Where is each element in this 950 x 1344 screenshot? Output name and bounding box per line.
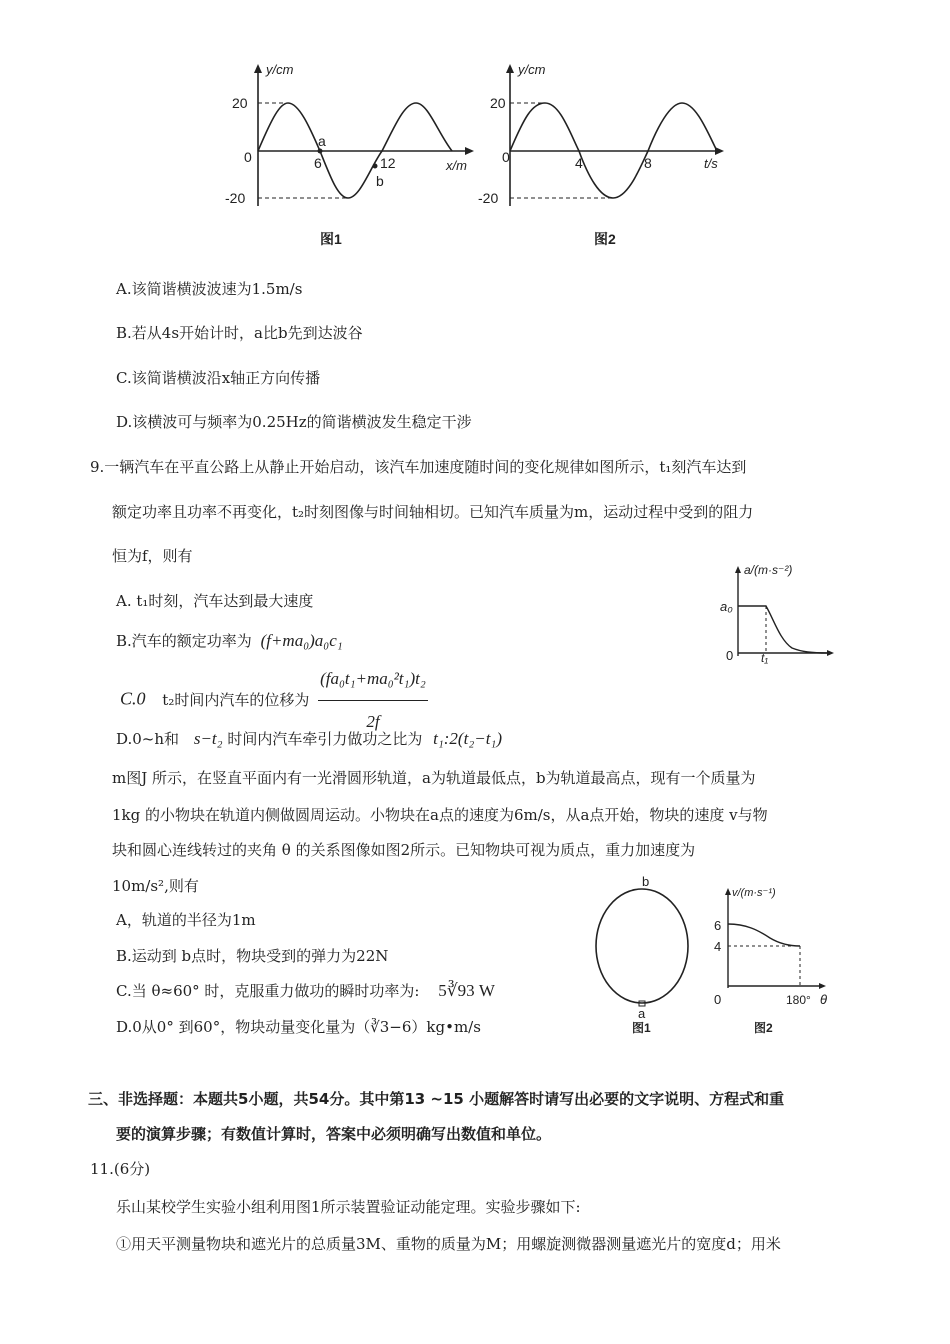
q9-graph-origin: 0: [726, 648, 734, 663]
fig1-point-a: a: [318, 133, 326, 149]
figure2-wave-time: [478, 62, 724, 247]
q9-option-d: [116, 729, 502, 749]
q10-fig2-theta: θ: [820, 992, 828, 1007]
q10-figure1-track: [590, 876, 700, 1036]
fig1-tick-0: 0: [244, 149, 252, 165]
section3-heading-line2: 要的演算步骤；有数值计算时，答案中必须明确写出数值和单位。: [116, 1125, 552, 1143]
q10-stem-line4: 10m/s²,则有: [112, 877, 199, 895]
q9-option-c-prefix: C.0: [120, 688, 146, 709]
q10-fig2-ylabel: v/(m·s⁻¹): [732, 887, 776, 899]
q10-fig1-b: b: [642, 876, 650, 889]
q10-option-b: B.运动到 b点时，物块受到的弹力为22N: [116, 947, 389, 965]
q8-option-a: A.该简谐横波波速为1.5m/s: [116, 280, 303, 298]
q9-stem-line3: 恒为f，则有: [112, 547, 193, 565]
q10-fig2-tick-4: 4: [714, 939, 722, 954]
q10-figure2-graph: [706, 880, 846, 1040]
fig1-tick-12: 12: [380, 155, 396, 171]
fig2-tick-4: 4: [575, 155, 583, 171]
q10-fig1-caption: 图1: [632, 1021, 651, 1035]
fig1-ylabel: y/cm: [266, 62, 294, 77]
q9-option-c-numerator: (fa₀t₁+ma₀²t₁)t₂: [318, 658, 428, 701]
fig2-tick-0: 0: [502, 149, 510, 165]
q8-option-d: D.该横波可与频率为0.25Hz的简谐横波发生稳定干涉: [116, 413, 472, 431]
fig2-tick-8: 8: [644, 155, 652, 171]
q11-line1: 乐山某校学生实验小组利用图1所示装置验证动能定理。实验步骤如下:: [116, 1198, 581, 1216]
q9-option-b-formula: (f+ma₀)a₀c₁: [260, 631, 343, 650]
q9-option-d-prefix: D.0~h和: [116, 730, 180, 748]
q9-stem-line1: 9.一辆汽车在平直公路上从静止开始启动，该汽车加速度随时间的变化规律如图所示，t₁刻汽车达到: [90, 458, 747, 476]
q10-fig2-origin: 0: [714, 992, 722, 1007]
q10-fig2-tick-180: 180°: [786, 993, 811, 1007]
q9-option-c-text: t₂时间内汽车的位移为: [162, 690, 310, 709]
fig1-tick-6: 6: [314, 155, 322, 171]
q10-fig1-a: a: [638, 1006, 646, 1021]
fig2-xlabel: t/s: [704, 156, 718, 171]
q10-stem-line3: 块和圆心连线转过的夹角 θ 的关系图像如图2所示。已知物块可视为质点，重力加速度为: [112, 841, 696, 859]
figure1-wave-position: [225, 62, 474, 247]
q9-option-d-mid: 时间内汽车牵引力做功之比为: [227, 730, 423, 748]
q10-option-d: D.0从0° 到60°，物块动量变化量为（∛3−6）kg•m/s: [116, 1018, 481, 1036]
q9-option-d-math2: t₁:2(t₂−t₁): [433, 729, 502, 748]
q10-stem-line1: m图J 所示，在竖直平面内有一光滑圆形轨道，a为轨道最低点，b为轨道最高点，现有一个质量为: [112, 769, 756, 787]
q11-line2: ①用天平测量物块和遮光片的总质量3M、重物的质量为M；用螺旋测微器测量遮光片的宽度d；用米: [116, 1235, 781, 1253]
q9-option-b: [116, 631, 343, 651]
q9-acceleration-graph: [718, 560, 838, 665]
q9-option-c-denominator: 2f: [366, 712, 380, 731]
q8-option-c: C.该简谐横波沿x轴正方向传播: [116, 369, 321, 387]
q9-stem-line2: 额定功率且功率不再变化，t₂时刻图像与时间轴相切。已知汽车质量为m，运动过程中受到的阻力: [112, 503, 754, 521]
q9-graph-t1: t₁: [761, 651, 769, 665]
q9-option-a: A. t₁时刻，汽车达到最大速度: [116, 592, 314, 610]
fig2-tick-20: 20: [490, 95, 506, 111]
q10-option-a: A，轨道的半径为1m: [116, 911, 256, 929]
q8-option-b: B.若从4s开始计时，a比b先到达波谷: [116, 324, 363, 342]
q10-option-c: [116, 981, 495, 1001]
q9-option-d-math1: s−t₂: [193, 729, 223, 748]
q10-fig2-tick-6: 6: [714, 918, 722, 933]
fig1-xlabel: x/m: [446, 158, 467, 173]
q10-fig2-caption: 图2: [754, 1021, 773, 1035]
q9-graph-a0: a₀: [720, 599, 733, 614]
fig1-point-b: b: [376, 173, 384, 189]
fig2-caption: 图2: [594, 231, 616, 247]
section3-heading-line1: 三、非选择题：本题共5小题，共54分。其中第13 ~15 小题解答时请写出必要的文字说明、方程式和重: [88, 1090, 785, 1108]
fig1-tick-m20: -20: [225, 190, 246, 206]
fig2-ylabel: y/cm: [518, 62, 546, 77]
fig2-tick-m20: -20: [478, 190, 499, 206]
wave-figures: [220, 58, 740, 258]
q9-graph-ylabel: a/(m·s⁻²): [744, 563, 793, 577]
fig1-tick-20: 20: [232, 95, 248, 111]
q9-option-b-text: B.汽车的额定功率为: [116, 632, 252, 650]
q10-option-c-text: C.当 θ≈60° 时，克服重力做功的瞬时功率为:: [116, 982, 420, 1000]
fig1-caption: 图1: [320, 231, 342, 247]
q10-option-c-formula: 5∛93 W: [438, 981, 495, 1000]
q10-stem-line2: 1kg 的小物块在轨道内侧做圆周运动。小物块在a点的速度为6m/s，从a点开始，物块的速度 v与物: [112, 806, 768, 824]
q11-heading: 11.(6分): [90, 1160, 151, 1178]
